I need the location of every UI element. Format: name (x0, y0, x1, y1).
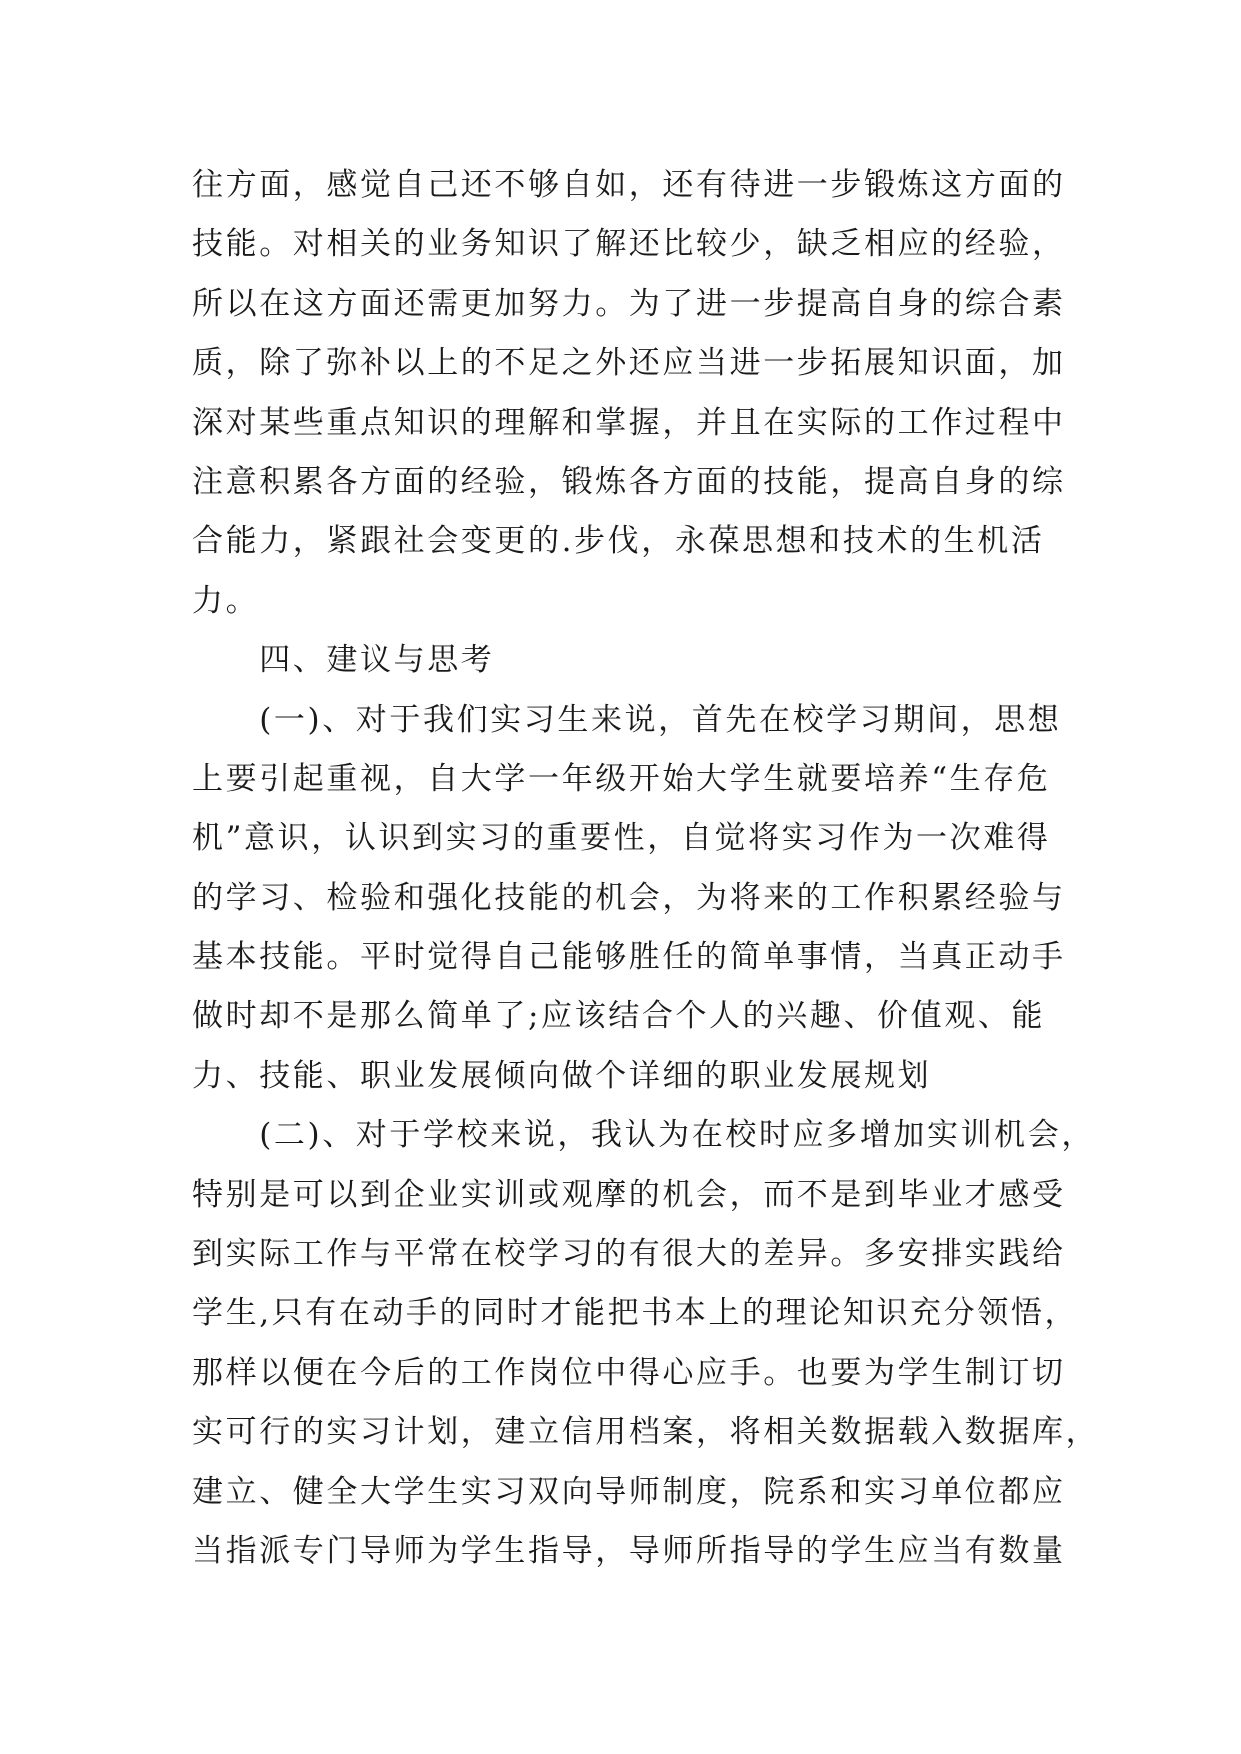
text-line: 学生,只有在动手的同时才能把书本上的理论知识充分领悟， (192, 1295, 1079, 1332)
text-line: 特别是可以到企业实训或观摩的机会，而不是到毕业才感受 (192, 1176, 1066, 1213)
text-line: 所以在这方面还需更加努力。为了进一步提高自身的综合素 (192, 285, 1066, 322)
text-line: (二)、对于学校来说，我认为在校时应多增加实训机会， (192, 1117, 1095, 1154)
text-line: 当指派专门导师为学生指导，导师所指导的学生应当有数量 (192, 1532, 1066, 1569)
text-line: 往方面，感觉自己还不够自如，还有待进一步锻炼这方面的 (192, 167, 1066, 203)
text-line: 那样以便在今后的工作岗位中得心应手。也要为学生制订切 (192, 1354, 1066, 1391)
text-line: 机”意识，认识到实习的重要性，自觉将实习作为一次难得 (192, 820, 1051, 857)
text-line: 合能力，紧跟社会变更的.步伐，永葆思想和技术的生机活 (192, 523, 1045, 560)
body-text (192, 156, 1100, 1581)
text-line: 建立、健全大学生实习双向导师制度，院系和实习单位都应 (192, 1473, 1066, 1510)
text-line: 力、技能、职业发展倾向做个详细的职业发展规划 (192, 1057, 932, 1094)
text-line: 基本技能。平时觉得自己能够胜任的简单事情，当真正动手 (192, 939, 1066, 976)
text-line: 力。 (192, 582, 260, 619)
text-line: 技能。对相关的业务知识了解还比较少，缺乏相应的经验， (192, 226, 1066, 263)
text-line: 深对某些重点知识的理解和掌握，并且在实际的工作过程中 (192, 404, 1066, 441)
text-line: 上要引起重视，自大学一年级开始大学生就要培养“生存危 (192, 760, 1051, 797)
text-line: 质，除了弥补以上的不足之外还应当进一步拓展知识面，加 (192, 345, 1066, 382)
text-line: (一)、对于我们实习生来说，首先在校学习期间，思想 (192, 701, 1062, 738)
text-line: 做时却不是那么简单了;应该结合个人的兴趣、价值观、能 (192, 998, 1046, 1035)
text-line: 到实际工作与平常在校学习的有很大的差异。多安排实践给 (192, 1236, 1066, 1273)
text-line: 注意积累各方面的经验，锻炼各方面的技能，提高自身的综 (192, 463, 1066, 500)
section-heading: 四、建议与思考 (192, 642, 495, 679)
text-line: 实可行的实习计划，建立信用档案，将相关数据载入数据库， (192, 1414, 1100, 1451)
text-line: 的学习、检验和强化技能的机会，为将来的工作积累经验与 (192, 879, 1066, 916)
